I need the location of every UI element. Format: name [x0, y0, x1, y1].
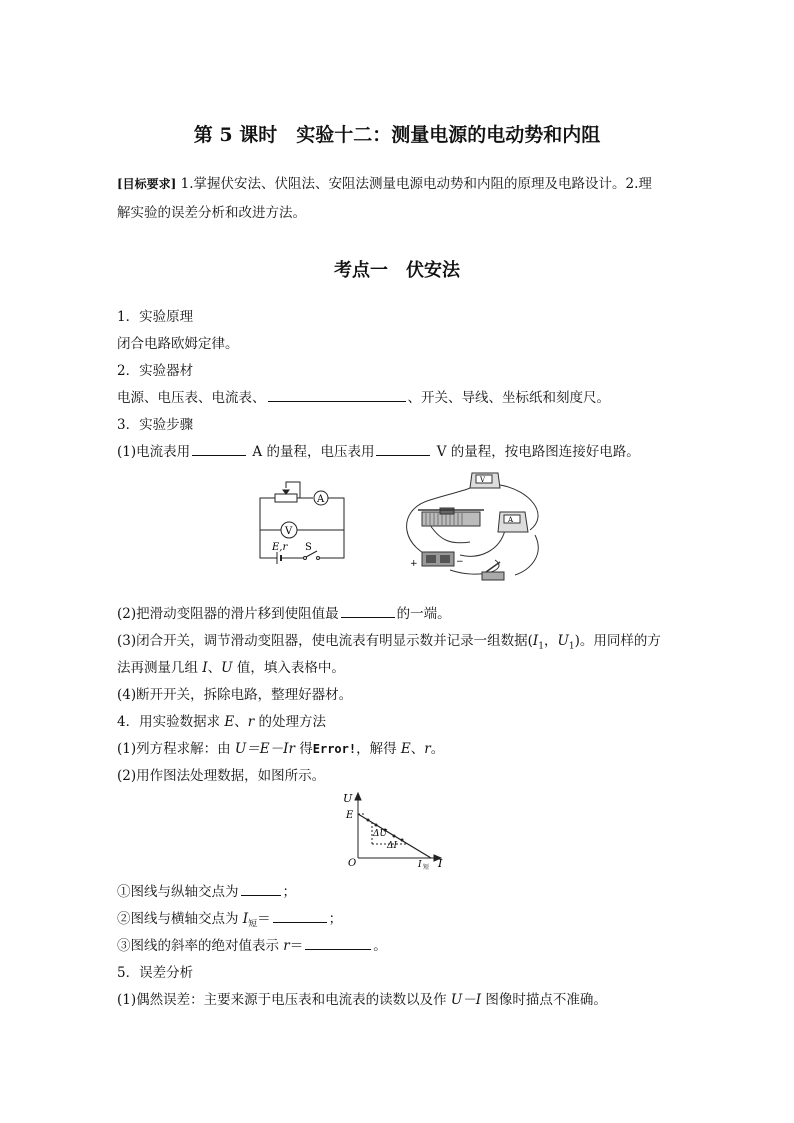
graph-delta-i: ΔI	[387, 841, 398, 851]
step3-sub1: 1	[538, 641, 544, 652]
voltmeter-device	[470, 473, 500, 488]
q3-r: r	[283, 938, 290, 954]
rheostat-device	[418, 508, 484, 526]
s2-heading: 2．实验器材	[117, 363, 194, 379]
circuit-source-label: E,r	[272, 542, 288, 553]
m1-e: E	[400, 741, 411, 757]
objective-text-1: 1.掌握伏安法、伏阻法、安阻法测量电源电动势和内阻的原理及电路设计。2.理	[176, 176, 652, 192]
step2	[117, 602, 451, 622]
step3-i: I	[532, 633, 539, 649]
step3-u: U	[557, 633, 569, 649]
battery-device	[410, 552, 464, 569]
step3-sub2: 1	[568, 641, 575, 652]
m1-eq: U＝E－Ir	[234, 741, 295, 757]
s4-h-e: E	[224, 714, 235, 730]
page-title: 第 5 课时 实验十二：测量电源的电动势和内阻	[193, 124, 601, 146]
s3-heading: 3．实验步骤	[117, 417, 194, 433]
s4-heading	[117, 710, 326, 730]
e1-b: 图像时描点不准确。	[481, 992, 607, 1008]
step3-l2-i: I	[202, 660, 208, 676]
apparatus-illustration	[400, 470, 545, 585]
graph-i-short: I	[418, 860, 422, 870]
circuit-schematic	[255, 478, 355, 568]
s4-h-r: r	[247, 714, 255, 730]
s1-heading: 1．实验原理	[117, 309, 194, 325]
blank-equipment	[268, 388, 406, 402]
method1	[117, 737, 444, 757]
step2-a: (2)把滑动变阻器的滑片移到使阻值最	[117, 606, 339, 622]
method2: (2)用作图法处理数据，如图所示。	[117, 768, 326, 784]
graph-delta-u: ΔU	[373, 829, 388, 839]
s2-post: 、开关、导线、坐标纸和刻度尺。	[407, 390, 610, 406]
graph-i-short-sub: 短	[423, 864, 430, 870]
ui-graph	[340, 790, 450, 870]
step4: (4)断开开关，拆除电路，整理好器材。	[117, 687, 353, 703]
e1-ui: U－I	[450, 992, 482, 1008]
m1-f: 。	[430, 741, 445, 757]
battery-plus: +	[410, 559, 418, 569]
s1-text: 闭合电路欧姆定律。	[117, 336, 239, 352]
s4-h-b: 的处理方法	[254, 714, 327, 730]
e1-a: (1)偶然误差：主要来源于电压表和电流表的读数以及作	[117, 992, 451, 1008]
circuit-voltmeter-label: V	[285, 526, 293, 537]
blank-voltmeter-range	[376, 442, 430, 456]
section-title: 考点一 伏安法	[334, 260, 460, 281]
objective-line-1	[117, 172, 652, 192]
apparatus-ammeter-label: A	[508, 516, 514, 524]
s5-heading: 5．误差分析	[117, 965, 194, 981]
q1-a: ①图线与纵轴交点为	[117, 884, 239, 900]
ammeter-device	[498, 512, 528, 532]
objective-tag: [目标要求]	[117, 177, 177, 191]
blank-ammeter-range	[192, 442, 246, 456]
q3	[117, 934, 387, 954]
step3	[117, 629, 661, 652]
q2	[117, 907, 342, 930]
circuit-switch-label: S	[305, 542, 312, 553]
s4-h-mid: 、	[234, 714, 248, 730]
q3-b: ＝	[289, 938, 304, 954]
m1-b: 得	[294, 741, 313, 757]
step1-b: A 的量程，电压表用	[248, 444, 375, 460]
q2-c: ；	[328, 911, 343, 927]
circuit-ammeter-label: A	[317, 494, 325, 505]
blank-intercept-i	[273, 909, 327, 923]
step1-c: V 的量程，按电路图连接好电路。	[432, 444, 640, 460]
m1-error: Error!	[312, 742, 357, 756]
q2-i: I	[242, 911, 249, 927]
step2-b: 的一端。	[396, 606, 451, 622]
graph-i-axis: I	[438, 857, 443, 870]
step3-l2-mid: 、	[207, 660, 222, 676]
objective-line-2: 解实验的误差分析和改进方法。	[117, 205, 306, 221]
step3-l2-b: 值，填入表格中。	[232, 660, 345, 676]
m1-c: ，解得	[356, 741, 401, 757]
graph-origin: O	[348, 858, 357, 869]
blank-intercept-u	[241, 882, 281, 896]
s2-pre: 电源、电压表、电流表、	[117, 390, 266, 406]
s4-h-a: 4．用实验数据求	[117, 714, 225, 730]
battery-minus: −	[456, 557, 464, 567]
step3-l2-u: U	[221, 660, 233, 676]
graph-e-label: E	[346, 810, 354, 821]
step3-a: (3)闭合开关，调节滑动变阻器，使电流表有明显示数并记录一组数据(	[117, 633, 533, 649]
step3-line2	[117, 656, 345, 676]
step1-a: (1)电流表用	[117, 444, 191, 460]
apparatus-voltmeter-label: V	[480, 476, 486, 484]
m1-r: r	[424, 741, 431, 757]
q3-c: 。	[373, 938, 387, 954]
error1	[117, 988, 607, 1008]
blank-resistance	[341, 604, 395, 618]
blank-slope	[305, 936, 371, 950]
q2-a: ②图线与横轴交点为	[117, 911, 243, 927]
q2-sub: 短	[248, 919, 258, 930]
s2-text	[117, 386, 610, 406]
q3-a: ③图线的斜率的绝对值表示	[117, 938, 284, 954]
step3-comma: ，	[543, 633, 558, 649]
m1-a: (1)列方程求解：由	[117, 741, 235, 757]
step1	[117, 440, 640, 460]
step3-l2-a: 法再测量几组	[117, 660, 203, 676]
q2-b: ＝	[257, 911, 271, 927]
m1-d: 、	[410, 741, 425, 757]
q1-b: ；	[282, 884, 296, 900]
graph-u-axis: U	[343, 792, 353, 805]
q1	[117, 880, 296, 900]
step3-b: )。用同样的方	[574, 633, 661, 649]
